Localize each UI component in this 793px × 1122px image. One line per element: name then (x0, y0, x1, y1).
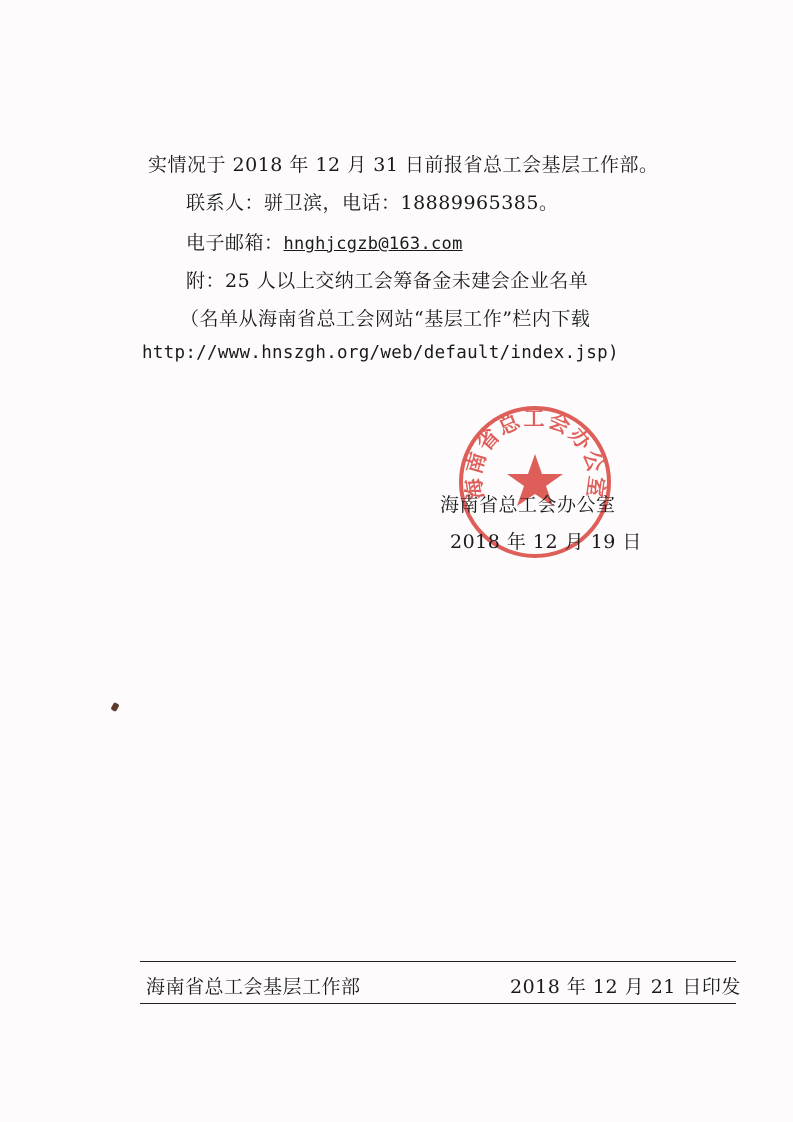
body-line-deadline: 实情况于 2018 年 12 月 31 日前报省总工会基层工作部。 (148, 154, 659, 176)
download-url[interactable]: http://www.hnszgh.org/web/default/index.jsp) (142, 343, 619, 363)
contact-line: 联系人：骈卫滨，电话：18889965385。 (186, 192, 559, 214)
attachment-line: 附：25 人以上交纳工会筹备金未建会企业名单 (186, 270, 589, 292)
email-label: 电子邮箱： (186, 232, 284, 254)
signature-org: 海南省总工会办公室 (440, 494, 616, 516)
footer-bottom-rule (140, 1003, 736, 1004)
email-line (186, 228, 463, 255)
paper-speck (110, 702, 119, 712)
footer-print-date: 2018 年 12 月 21 日印发 (510, 976, 741, 998)
footer-top-rule (140, 961, 736, 962)
footer-issuer: 海南省总工会基层工作部 (146, 976, 361, 998)
download-note-line: （名单从海南省总工会网站“基层工作”栏内下载 (180, 308, 591, 330)
email-link[interactable]: hnghjcgzb@163.com (283, 234, 463, 254)
signature-date: 2018 年 12 月 19 日 (450, 531, 642, 553)
svg-text:海南省总工会办公室: 海南省总工会办公室 (460, 405, 610, 502)
